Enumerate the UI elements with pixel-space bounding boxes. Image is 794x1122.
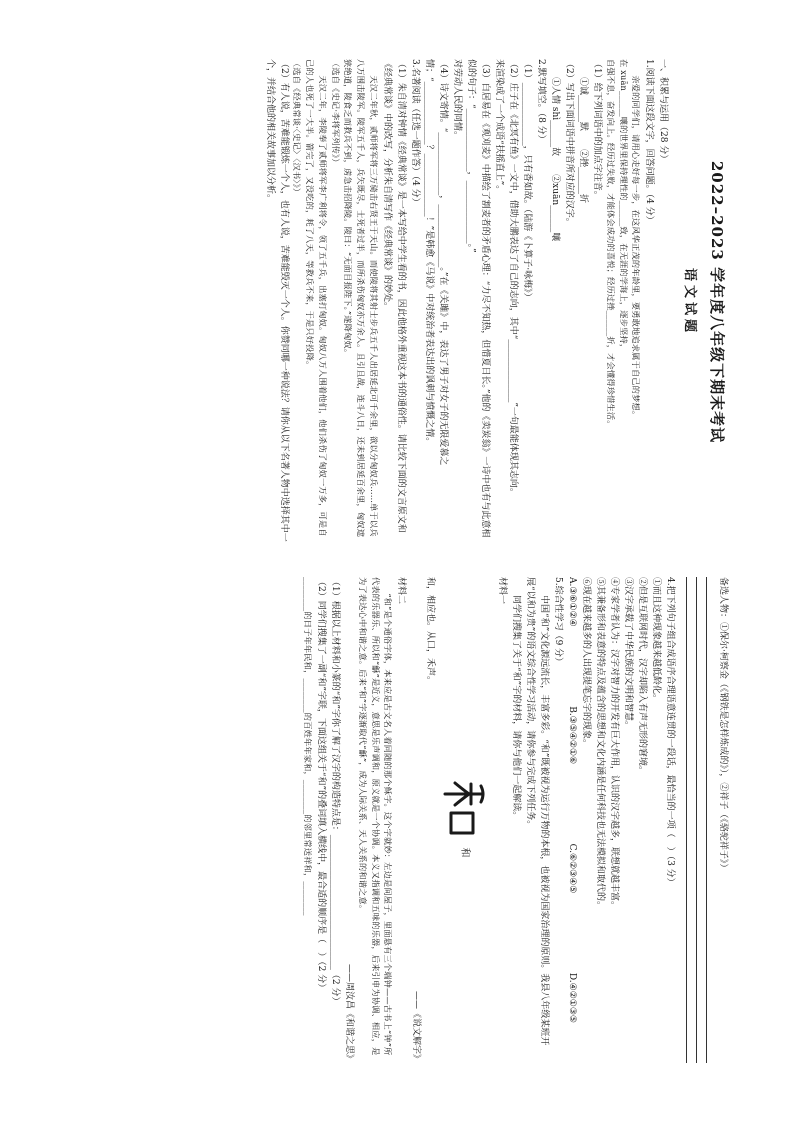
sentence-item: ⑤其兼备形和表意的特点及蕴含的思想和文化内涵是任何科技也无法模拟和取代的。: [594, 577, 605, 911]
question-1-heading: 1.阅读下面这段文字，回答问题。（4 分）: [644, 59, 655, 225]
material-2-label: 材料二: [396, 577, 407, 605]
question-3-1: （1）朱自清对钟情《经典常谈》是一本写给中学生看的书，因此他格外重视这本书的通俗性。请比较下面的文言原文和《经典常谈》中的改写，分析朱自清写作《经典常谈》的妙处。: [381, 59, 406, 533]
exam-subtitle: 语文试题: [681, 267, 697, 336]
excerpt-shiji: 天汉二年秋，贰师将军将三万骑击右贤王于天山。而使陵将其射士步兵五千人出居延北可千余里，欲以分匈奴兵……单于以兵八万围击陵军。陵军五千人，兵矢既尽，士死者过半，而所杀伤匈奴亦万余人。且引且战，连斗八日，还未到居延百余里，匈奴遮狭绝道，陵食乏而救兵不到，虏急击招降陵。陵曰：“无面目报陛下。”遂降匈奴。: [343, 59, 379, 538]
option-a[interactable]: A.③⑥①②④: [566, 577, 577, 627]
exam-title: 2022–2023 学年度八年级下期末考试: [708, 160, 726, 444]
excerpt-jingdian: 天汉二年，李陵奉了贰师将军李广利将令，领了五千兵，出塞打匈奴。匈奴八万人围着他们，他们杀伤了匈奴一万多，可是自己的人也死了一大半。箭完了，又没吃的，耗了八天，等救兵不来，于是只好投降。: [305, 59, 328, 537]
question-1-2: （2）写出下面词语中拼音所对应的汉字。: [564, 59, 575, 227]
option-d[interactable]: D.④②①③⑤: [566, 972, 577, 1023]
passage-line: 亲爱的同学们，请用心走好每一步，在这风华正茂的年龄里，要勇敢地追求属于自己的梦想。: [631, 75, 642, 420]
question-2-2-cont: 来渲染成了一个成语“扶摇直上”。: [493, 59, 504, 195]
question-2-1: （1）______________，只有香如故。（陆游《卜算子·咏梅》）: [522, 59, 533, 302]
couplet-blanks: ________的日子年年民和，________的百姓年年家和，________的邻里常送祥和，________: [303, 577, 314, 916]
seal-character-he-icon: [441, 780, 489, 838]
sentence-item: ③汉字承载了中华民族的文明和智慧。: [622, 577, 633, 731]
question-2-3-cont: 对劳动人民的同情。: [451, 59, 462, 141]
question-4-heading: 4.把下列句子组合成语序合理语意连贯的一段话，最恰当的一项（ ）（3 分）: [664, 577, 675, 887]
passage-line: 在 xuān______嚷的世界里保持理性的______致，在无涯的学海上，逐步坚持，: [618, 59, 629, 353]
question-2-heading: 2.默写填空。（8 分）: [536, 59, 547, 144]
answer-line: [686, 577, 687, 1063]
sentence-item: ④专家学者认为：汉字对智力的开发有巨大作用，认识的汉字越多，联想就越丰富。: [608, 577, 619, 911]
sentence-item: ②但是互联网时代，汉字却陷入有声无形的窘境。: [636, 577, 647, 776]
seal-script-figure: [441, 577, 489, 1063]
left-column: [64, 59, 730, 561]
excerpt-source: （选自《史记·李将军列传》）: [330, 59, 341, 167]
answer-options: [565, 577, 579, 1063]
answer-line: [706, 577, 707, 1063]
question-1-1: （1）给下列词语中的加点字注音。: [592, 59, 603, 200]
answer-line: [696, 577, 697, 1063]
option-b[interactable]: B.③⑤④②①⑥: [566, 706, 577, 765]
excerpt-source: （选自《经典常谈·〈史记〉〈汉书〉》）: [292, 59, 303, 197]
candidate-characters: 备选人物：①保尔·柯察金（《钢铁是怎样炼成的》），②祥子（《骆驼祥子》）: [718, 577, 728, 873]
question-5-1: （1）根据以上材料和小篆的“和”字你了解了汉字的构造特点是：______________________________（2 分）: [330, 577, 341, 1006]
question-5-task: 同学们搜集了关于“和”字的材料，请你与他们一起解读。: [510, 595, 521, 821]
sentence-item: ①而且这种现象越来越低龄化。: [650, 577, 661, 704]
question-1-2-options: ①人情 shì______故 ②xuān______嚷: [550, 77, 561, 242]
material-1-label: 材料一: [496, 577, 507, 605]
question-5-2: （2）同学们搜集了一副“和”字联，下面这组关于“和”的叠词填入横线中，最合适的顺序是（ ）（2 分）: [316, 577, 327, 993]
exam-sheet: [50, 41, 744, 1081]
question-2-4: （4）诗文寄情。“______________，______________。”在《关雎》中，表达了男子对女子的无限爱慕之情；“______________？______________！”是韩愈《马说》中对统治者表达出的讽刺与愤慨之情。: [423, 59, 448, 466]
question-1-1-options: ①诚______默 ②挫______折: [578, 77, 589, 204]
question-3-2: （2）有人说，苦难能锻炼一个人，也有人说，苦难能毁灭一个人。你赞同哪一种说法？请你从以下名著人物中选择其中一个，并结合他的相关故事加以分析。: [264, 59, 289, 542]
question-2-2: （2）庄子在《北冥有鱼》一文中，借助大鹏表达了自己的志向，其中“______________”一句最能体现其志向。: [507, 59, 518, 497]
question-2-3: （3）白居易在《观刈麦》中描绘了割麦者的矛盾心理：“力尽不知热，但惜夏日长。”他的《卖炭翁》一诗中也有与此意相似的句子：“______________，______________。”: [465, 59, 490, 538]
question-5-intro: 中国“和”文化源远流长，丰富多彩。“和”既被视为运行万物的本根，也被视为国家治理的原则。我县八年级某班开展“以和为贵”的语文综合性学习活动，请你参与完成下列任务。: [524, 577, 549, 1046]
material-1-source: ——《说文解字》: [410, 990, 421, 1063]
sentence-item: ⑥现在越来越多的人出现提笔忘字的现象。: [580, 577, 591, 749]
seal-character-he: 和: [459, 847, 471, 861]
question-5-heading: 5.综合性学习（9 分）: [552, 577, 563, 667]
option-c[interactable]: C.⑥②③④⑤: [566, 843, 577, 894]
question-3-heading: 3.名著阅读（任选一题作答）（4 分）: [409, 59, 420, 207]
passage-line: 自强不息，奋发向上。经历过失败，才能体会成功的喜悦；经历过挫______折，才会懂得珍惜生活。: [605, 59, 616, 429]
section-heading: 一、积累与运用（28 分）: [658, 59, 669, 164]
material-1-text: 和，相应也。从口，禾声。: [424, 577, 435, 686]
material-2-source: ——周汝昌《和谐之思》: [344, 963, 355, 1063]
right-column: [64, 561, 730, 1063]
material-2-text: “和”是个通俗字体，本来应是古文名人着同随的那个稣字。这个字就妙：左边是间屋子，里面悬有三个端钟——古书上“钟”所代表的乐器乐、所以和“龢”是近义，意思是乐声调和，原义就是一个协调。本义又指调和五味的乐器，后来引申为协调、相应，是为了表达心中和谐之意。后来“和”字逐渐取代“龢”，成为人际关系、天人关系的和谐之意。: [358, 577, 394, 1056]
